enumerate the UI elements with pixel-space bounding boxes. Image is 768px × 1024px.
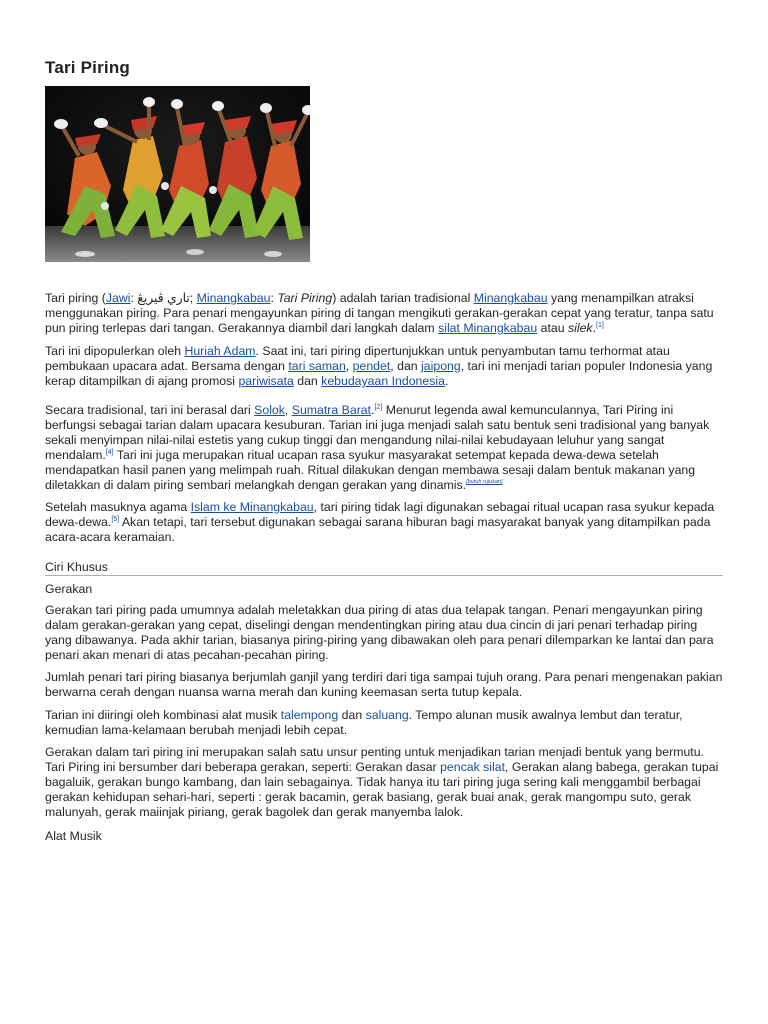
tari-saman-link[interactable]: tari saman <box>288 359 346 373</box>
islam-minangkabau-link[interactable]: Islam ke Minangkabau <box>190 500 314 514</box>
silat-minangkabau-link[interactable]: silat Minangkabau <box>438 321 538 335</box>
section-heading-ciri-khusus: Ciri Khusus <box>45 560 108 574</box>
dancers-paragraph: Jumlah penari tari piring biasanya berjumlah ganjil yang terdiri dari tiga sampai tujuh orang. Para penari mengenakan pakian berwarna cerah dengan nuansa warna merah dan kuning keemasan serta tutup kepala. <box>45 670 723 699</box>
citation-needed-link[interactable]: [butuh rujukan] <box>466 479 503 485</box>
kebudayaan-indonesia-link[interactable]: kebudayaan Indonesia <box>321 374 445 388</box>
movements-paragraph: Gerakan dalam tari piring ini merupakan salah satu unsur penting untuk menjadikan tarian menjadi bentuk yang bermutu. Tari Piring ini bersumber dari beberapa gerakan, seperti: Gerakan dasar pencak silat, Gerakan alang babega, gerakan tupai bagaluik, gerakan bungo kambang, dan lain sebagainya. Tidak hanya itu tari piring juga sering kali menggambil berbagai gerakan kehidupan sehari-hari, seperti : gerak bacamin, gerak basiang, gerak buai anak, gerak mangompu suto, gerak malunyah, gerak maiinjak piriang, gerak bagolek dan gerak manyemba lalok. <box>45 745 719 819</box>
reference-2-link[interactable]: [2] <box>374 404 383 411</box>
gerakan-paragraph: Gerakan tari piring pada umumnya adalah meletakkan dua piring di atas dua telapak tangan. Penari mengayunkan piring dalam gerakan-gerakan yang cepat, diselingi dengan mendentingkan piring atau dua cincin di jari penari terhadap piring yang dibawanya. Pada akhir tarian, biasanya piring-piring yang dibawakan oleh para penari dilemparkan ke lantai dan para penari akan menari di atas pecahan-pecahan piring. <box>45 603 714 662</box>
sumatra-barat-link[interactable]: Sumatra Barat <box>291 403 372 417</box>
minangkabau-link[interactable]: Minangkabau <box>473 291 548 305</box>
section-heading-alat-musik: Alat Musik <box>45 829 102 843</box>
pendet-link[interactable]: pendet <box>352 359 391 373</box>
minangkabau-language-link[interactable]: Minangkabau <box>196 291 271 305</box>
history-paragraph: Tari ini dipopulerkan oleh Huriah Adam. Saat ini, tari piring dipertunjukkan untuk penyambutan tamu terhormat atau pembukaan upacara adat. Bersama dengan tari saman, pendet, dan jaipong, tari ini menjadi tarian populer Indonesia yang kerap ditampilkan di ajang promosi pariwisata dan kebudayaan Indonesia. <box>45 344 713 388</box>
reference-1-link[interactable]: [1] <box>596 322 604 329</box>
huriah-adam-link[interactable]: Huriah Adam <box>184 344 256 358</box>
solok-link[interactable]: Solok <box>254 403 285 417</box>
jaipong-link[interactable]: jaipong <box>421 359 461 373</box>
music-paragraph: Tarian ini diiringi oleh kombinasi alat musik talempong dan saluang. Tempo alunan musik awalnya lembut dan teratur, kemudian lama-kelamaan berubah menjadi lebih cepat. <box>45 708 683 737</box>
reference-5-link[interactable]: [5] <box>111 516 120 523</box>
dancers-photo <box>45 86 310 262</box>
origin-paragraph: Secara tradisional, tari ini berasal dari Solok, Sumatra Barat.[2] Menurut legenda awal kemunculannya, Tari Piring ini berfungsi sebagai tarian dalam upacara kesuburan. Tarian ini juga menjadi salah satu bentuk seni tradisional yang banyak sekali menyimpan nilai-nilai estetis yang cukup tinggi dan mengandung nilai-nilai kebudayaan leluhur yang sangat mendalam.[4] Tari ini juga merupakan ritual ucapan rasa syukur masyarakat setempat kepada dewa-dewa setelah mendapatkan hasil panen yang melimpah ruah. Ritual dilakukan dengan membawa sesaji dalam bentuk makanan yang diletakkan di dalam piring sembari melangkah dengan gerakan yang dinamis.[butuh rujukan] <box>45 403 710 492</box>
section-divider <box>45 575 723 576</box>
saluang-link[interactable]: saluang <box>365 708 409 722</box>
jawi-script: تاري ڤيريڠ <box>137 291 190 305</box>
talempong-link[interactable]: talempong <box>280 708 339 722</box>
intro-paragraph: Tari piring (Jawi: تاري ڤيريڠ; Minangkabau: Tari Piring) adalah tarian tradisional Minangkabau yang menampilkan atraksi menggunakan piring. Para penari mengayunkan piring di tangan mengikuti gerakan-gerakan cepat yang teratur, tanpa satu pun piring terlepas dari tangan. Gerakannya diambil dari langkah dalam silat Minangkabau atau silek.[1] <box>45 291 714 335</box>
jawi-link[interactable]: Jawi <box>105 291 131 305</box>
reference-4-link[interactable]: [4] <box>105 449 114 456</box>
subsection-heading-gerakan: Gerakan <box>45 582 93 596</box>
islam-paragraph: Setelah masuknya agama Islam ke Minangkabau, tari piring tidak lagi digunakan sebagai ritual ucapan rasa syukur kepada dewa-dewa.[5] Akan tetapi, tari tersebut digunakan sebagai sarana hiburan bagi masyarakat banyak yang ditampilkan pada acara-acara keramaian. <box>45 500 715 544</box>
page-title: Tari Piring <box>45 58 131 77</box>
pencak-silat-link[interactable]: pencak silat <box>440 760 506 774</box>
pariwisata-link[interactable]: pariwisata <box>238 374 294 388</box>
